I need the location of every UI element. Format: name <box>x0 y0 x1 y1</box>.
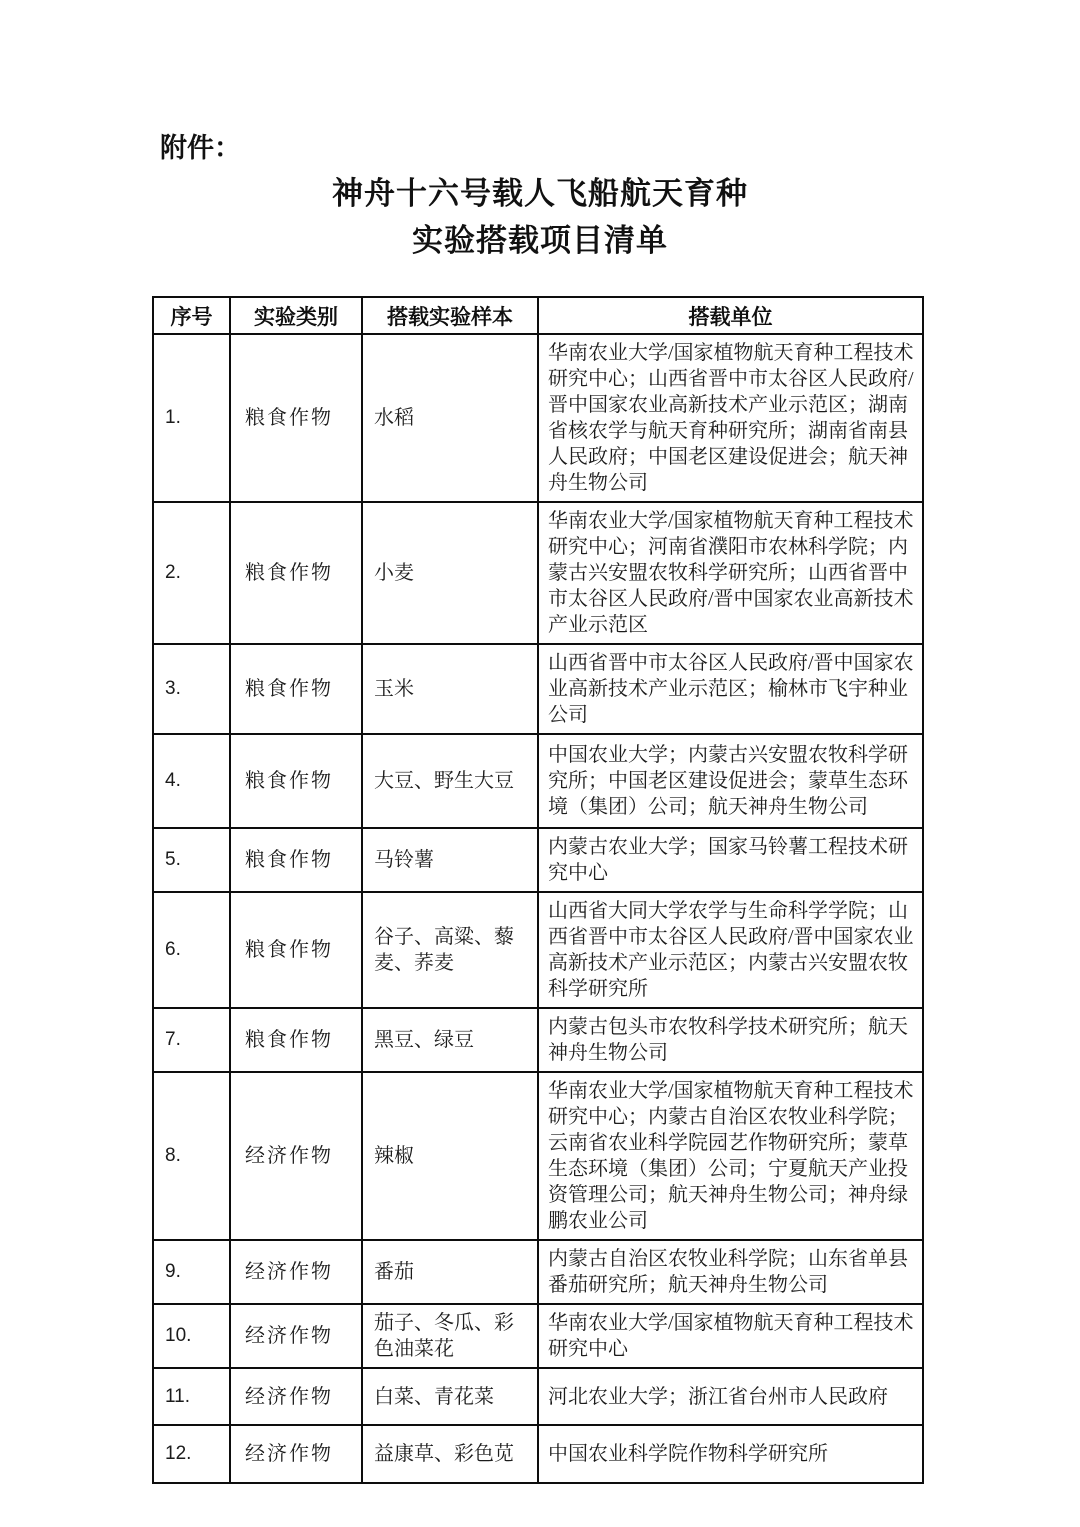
table-body <box>153 334 923 1483</box>
cell-category: 粮食作物 <box>230 334 362 502</box>
cell-sample: 茄子、冬瓜、彩色油菜花 <box>362 1304 538 1368</box>
cell-units: 中国农业科学院作物科学研究所 <box>538 1425 923 1483</box>
table-row <box>153 644 923 734</box>
table-header-row <box>153 297 923 334</box>
cell-sample: 小麦 <box>362 502 538 644</box>
cell-units: 山西省大同大学农学与生命科学学院；山西省晋中市太谷区人民政府/晋中国家农业高新技术产业示范区；内蒙古兴安盟农牧科学研究所 <box>538 892 923 1008</box>
cell-no: 3. <box>153 644 230 734</box>
page-title <box>0 170 1080 264</box>
column-header-units: 搭载单位 <box>538 297 923 334</box>
cell-no: 6. <box>153 892 230 1008</box>
table-row <box>153 502 923 644</box>
cell-no: 10. <box>153 1304 230 1368</box>
table-row <box>153 1008 923 1072</box>
cell-category: 经济作物 <box>230 1368 362 1425</box>
cell-no: 7. <box>153 1008 230 1072</box>
table-row <box>153 1240 923 1304</box>
cell-category: 经济作物 <box>230 1304 362 1368</box>
table-row <box>153 1425 923 1483</box>
cell-category: 粮食作物 <box>230 1008 362 1072</box>
cell-sample: 水稻 <box>362 334 538 502</box>
table-row <box>153 334 923 502</box>
cell-units: 华南农业大学/国家植物航天育种工程技术研究中心 <box>538 1304 923 1368</box>
cell-sample: 白菜、青花菜 <box>362 1368 538 1425</box>
cell-units: 内蒙古自治区农牧业科学院；山东省单县番茄研究所；航天神舟生物公司 <box>538 1240 923 1304</box>
cell-no: 12. <box>153 1425 230 1483</box>
cell-category: 粮食作物 <box>230 828 362 892</box>
cell-sample: 益康草、彩色苋 <box>362 1425 538 1483</box>
table-row <box>153 828 923 892</box>
cell-units: 华南农业大学/国家植物航天育种工程技术研究中心；河南省濮阳市农林科学院；内蒙古兴安盟农牧科学研究所；山西省晋中市太谷区人民政府/晋中国家农业高新技术产业示范区 <box>538 502 923 644</box>
table-row <box>153 1304 923 1368</box>
cell-sample: 辣椒 <box>362 1072 538 1240</box>
cell-units: 中国农业大学；内蒙古兴安盟农牧科学研究所；中国老区建设促进会；蒙草生态环境（集团）公司；航天神舟生物公司 <box>538 734 923 828</box>
table-row <box>153 892 923 1008</box>
cell-no: 1. <box>153 334 230 502</box>
payload-table <box>152 296 924 1484</box>
cell-units: 内蒙古农业大学；国家马铃薯工程技术研究中心 <box>538 828 923 892</box>
cell-category: 经济作物 <box>230 1240 362 1304</box>
column-header-sample: 搭载实验样本 <box>362 297 538 334</box>
cell-sample: 玉米 <box>362 644 538 734</box>
column-header-no: 序号 <box>153 297 230 334</box>
cell-units: 华南农业大学/国家植物航天育种工程技术研究中心；山西省晋中市太谷区人民政府/晋中国家农业高新技术产业示范区；湖南省核农学与航天育种研究所；湖南省南县人民政府；中国老区建设促进会；航天神舟生物公司 <box>538 334 923 502</box>
cell-units: 华南农业大学/国家植物航天育种工程技术研究中心；内蒙古自治区农牧业科学院；云南省农业科学院园艺作物研究所；蒙草生态环境（集团）公司；宁夏航天产业投资管理公司；航天神舟生物公司；神舟绿鹏农业公司 <box>538 1072 923 1240</box>
cell-sample: 大豆、野生大豆 <box>362 734 538 828</box>
cell-no: 5. <box>153 828 230 892</box>
cell-units: 河北农业大学；浙江省台州市人民政府 <box>538 1368 923 1425</box>
cell-category: 经济作物 <box>230 1072 362 1240</box>
cell-sample: 黑豆、绿豆 <box>362 1008 538 1072</box>
cell-category: 粮食作物 <box>230 892 362 1008</box>
cell-no: 4. <box>153 734 230 828</box>
attachment-label: 附件： <box>160 133 241 163</box>
cell-units: 内蒙古包头市农牧科学技术研究所；航天神舟生物公司 <box>538 1008 923 1072</box>
cell-units: 山西省晋中市太谷区人民政府/晋中国家农业高新技术产业示范区；榆林市飞宇种业公司 <box>538 644 923 734</box>
cell-category: 粮食作物 <box>230 644 362 734</box>
table-row <box>153 1368 923 1425</box>
cell-sample: 马铃薯 <box>362 828 538 892</box>
page-title-line2: 实验搭载项目清单 <box>412 223 668 258</box>
cell-category: 经济作物 <box>230 1425 362 1483</box>
cell-sample: 谷子、高粱、藜麦、荞麦 <box>362 892 538 1008</box>
table-row <box>153 734 923 828</box>
cell-category: 粮食作物 <box>230 502 362 644</box>
page-title-line1: 神舟十六号载人飞船航天育种 <box>332 176 748 211</box>
column-header-category: 实验类别 <box>230 297 362 334</box>
cell-no: 2. <box>153 502 230 644</box>
cell-no: 9. <box>153 1240 230 1304</box>
table-row <box>153 1072 923 1240</box>
cell-no: 11. <box>153 1368 230 1425</box>
cell-no: 8. <box>153 1072 230 1240</box>
cell-sample: 番茄 <box>362 1240 538 1304</box>
cell-category: 粮食作物 <box>230 734 362 828</box>
